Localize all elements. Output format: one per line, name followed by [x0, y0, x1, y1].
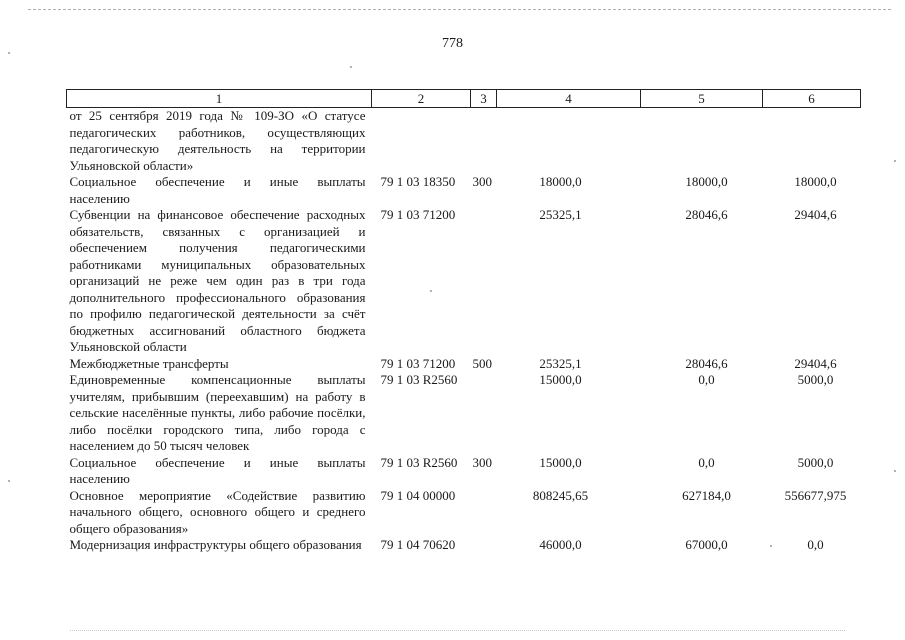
row-value-year2: 28046,6 [685, 355, 728, 371]
table-header [67, 90, 861, 108]
scan-speck [770, 545, 772, 547]
table-row [67, 537, 861, 554]
row-expense-type: 300 [472, 174, 492, 189]
row-name: Модернизация инфраструктуры общего образования [69, 537, 362, 552]
scan-speck [350, 66, 352, 68]
row-target-code: 79 1 03 71200 [380, 355, 456, 371]
row-target-code: 79 1 04 00000 [380, 487, 456, 503]
row-value-year2: 28046,6 [685, 207, 728, 222]
row-value-year1: 15000,0 [539, 372, 582, 387]
row-expense-type [471, 372, 497, 455]
table-row [67, 108, 861, 175]
table-row [67, 174, 861, 207]
scan-speck [894, 160, 896, 162]
row-value-year2 [641, 108, 763, 175]
row-value-year2: 0,0 [698, 372, 715, 387]
scan-bottom-edge [70, 630, 845, 631]
row-value-year3: 5000,0 [797, 372, 834, 387]
row-value-year3 [763, 108, 861, 175]
row-expense-type [471, 537, 497, 554]
row-value-year3: 0,0 [807, 537, 824, 552]
column-header-2: 2 [372, 90, 471, 108]
scan-top-edge [28, 9, 891, 10]
row-target-code [372, 108, 471, 175]
row-value-year3: 18000,0 [794, 174, 837, 189]
table-row [67, 207, 861, 356]
row-value-year2: 18000,0 [685, 174, 728, 189]
row-value-year1: 18000,0 [539, 174, 582, 189]
column-header-4: 4 [497, 90, 641, 108]
row-name: Социальное обеспечение и иные выплаты населению [69, 454, 366, 486]
row-expense-type: 500 [472, 355, 492, 371]
table-row [67, 372, 861, 455]
page-number: 778 [442, 36, 463, 51]
row-target-code: 79 1 04 70620 [380, 537, 456, 552]
scan-speck [8, 480, 10, 482]
row-expense-type [471, 207, 497, 356]
table-row [67, 455, 861, 488]
column-header-6: 6 [763, 90, 861, 108]
row-expense-type [471, 108, 497, 175]
row-value-year2: 0,0 [698, 454, 715, 470]
row-expense-type: 300 [472, 454, 492, 470]
table-header-row [67, 90, 861, 108]
row-value-year1: 15000,0 [539, 454, 582, 470]
row-value-year1: 808245,65 [532, 487, 589, 503]
table-row [67, 488, 861, 538]
row-value-year1 [497, 108, 641, 175]
row-expense-type [471, 488, 497, 538]
row-value-year3: 556677,975 [784, 487, 847, 503]
column-header-1: 1 [67, 90, 372, 108]
row-value-year2: 67000,0 [685, 537, 728, 552]
budget-table [66, 89, 861, 554]
table-body [67, 108, 861, 554]
row-value-year3: 5000,0 [797, 454, 834, 470]
row-name: от 25 сентября 2019 года № 109-ЗО «О статусе педагогических работников, осуществляющих педагогическую деятельность на территории Ульяновской области» [69, 108, 366, 173]
row-target-code: 79 1 03 R2560 [380, 454, 458, 470]
row-value-year3: 29404,6 [794, 355, 837, 371]
row-target-code: 79 1 03 R2560 [380, 372, 458, 387]
row-value-year1: 25325,1 [539, 355, 582, 371]
scan-speck [430, 290, 432, 292]
row-value-year1: 25325,1 [539, 207, 582, 222]
row-value-year3: 29404,6 [794, 207, 837, 222]
row-name: Субвенции на финансовое обеспечение расходных обязательств, связанных с организацией и обеспечением получения педагогическими работниками муниципальных образовательных организаций не реже чем один раз в три года дополнительного профессионального образования по профилю педагогической деятельности за счёт бюджетных ассигнований областного бюджета Ульяновской области [69, 207, 366, 354]
row-name: Социальное обеспечение и иные выплаты населению [69, 174, 366, 206]
row-name: Единовременные компенсационные выплаты учителям, прибывшим (переехавшим) на работу в сельские населённые пункты, либо рабочие посёлки, либо посёлки городского типа, либо города с населением до 50 тысяч человек [69, 372, 366, 453]
row-target-code: 79 1 03 18350 [380, 174, 456, 189]
row-name: Основное мероприятие «Содействие развитию начального общего, основного общего и среднего общего образования» [69, 487, 366, 536]
column-header-5: 5 [641, 90, 763, 108]
row-value-year1: 46000,0 [539, 537, 582, 552]
scan-speck [8, 52, 10, 54]
scan-speck [894, 470, 896, 472]
row-target-code: 79 1 03 71200 [380, 207, 456, 222]
table-row [67, 356, 861, 373]
row-value-year2: 627184,0 [682, 487, 731, 503]
column-header-3: 3 [471, 90, 497, 108]
row-name: Межбюджетные трансферты [69, 355, 229, 371]
